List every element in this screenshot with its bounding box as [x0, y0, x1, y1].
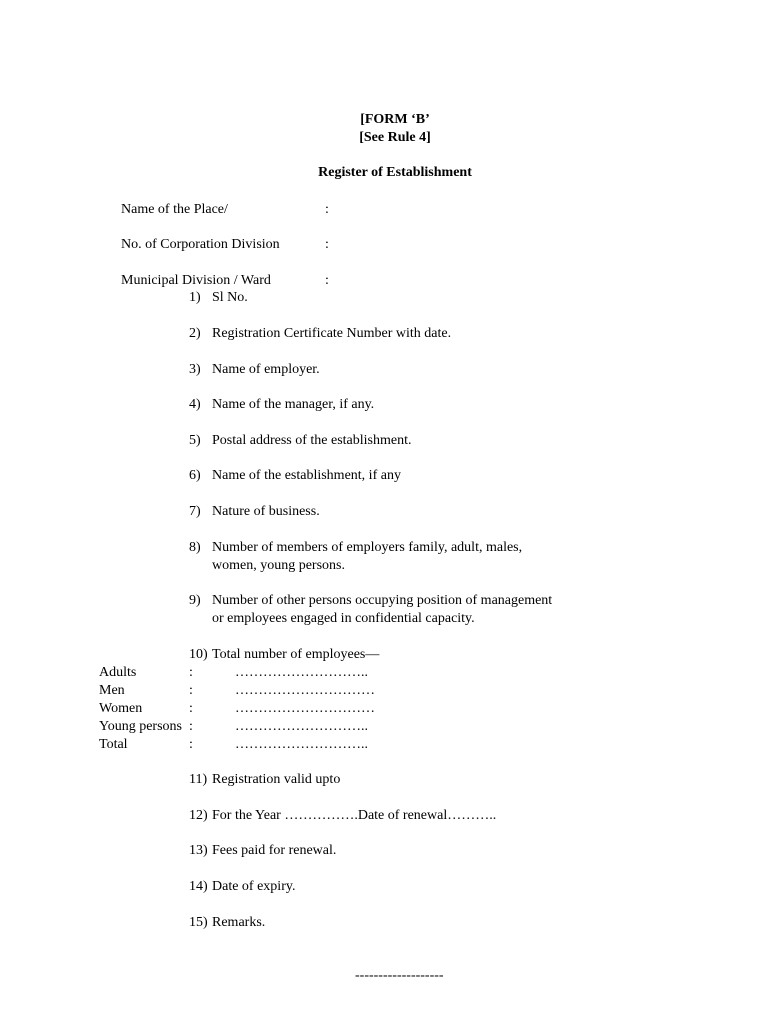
item-number: 6) [189, 468, 201, 483]
item-registration-certificate: Registration Certificate Number with date. [212, 326, 452, 341]
item-number: 1) [189, 290, 201, 305]
employees-women-label: Women [99, 701, 143, 716]
item-total-employees: Total number of employees— [212, 647, 380, 662]
item-establishment-name: Name of the establishment, if any [212, 468, 401, 483]
item-year-renewal: For the Year …………….Date of renewal……….. [212, 808, 497, 823]
item-number: 5) [189, 433, 201, 448]
item-number: 11) [189, 772, 208, 787]
item-sl-no: Sl No. [212, 290, 248, 305]
item-number: 15) [189, 915, 208, 930]
item-number: 8) [189, 540, 201, 555]
employees-men-label: Men [99, 683, 125, 698]
municipal-ward-label: Municipal Division / Ward [121, 273, 271, 288]
item-family-members: Number of members of employers family, adult, males, [212, 540, 523, 555]
employees-young-label: Young persons [99, 719, 182, 734]
employees-total-label: Total [99, 737, 128, 752]
item-other-persons-cont: or employees engaged in confidential capacity. [212, 611, 475, 626]
item-fees-paid: Fees paid for renewal. [212, 843, 337, 858]
footer-divider: ------------------- [355, 968, 444, 983]
item-nature-of-business: Nature of business. [212, 504, 320, 519]
employees-young-dots: ……………………….. [235, 719, 368, 734]
item-number: 9) [189, 593, 201, 608]
employees-men-colon: : [189, 683, 193, 698]
employees-adults-colon: : [189, 665, 193, 680]
employees-men-dots: ………………………… [235, 683, 375, 698]
register-title: Register of Establishment [318, 165, 472, 180]
item-date-of-expiry: Date of expiry. [212, 879, 296, 894]
item-number: 13) [189, 843, 208, 858]
item-registration-valid: Registration valid upto [212, 772, 341, 787]
corporation-division-colon: : [325, 237, 329, 252]
item-number: 4) [189, 397, 201, 412]
item-number: 3) [189, 362, 201, 377]
item-number: 10) [189, 647, 208, 662]
item-employer-name: Name of employer. [212, 362, 320, 377]
item-family-members-cont: women, young persons. [212, 558, 345, 573]
form-title: [FORM ‘B’ [360, 112, 430, 127]
municipal-ward-colon: : [325, 273, 329, 288]
item-postal-address: Postal address of the establishment. [212, 433, 412, 448]
rule-reference: [See Rule 4] [359, 130, 431, 145]
employees-total-dots: ……………………….. [235, 737, 368, 752]
item-number: 7) [189, 504, 201, 519]
employees-young-colon: : [189, 719, 193, 734]
place-name-colon: : [325, 202, 329, 217]
employees-women-dots: ………………………… [235, 701, 375, 716]
employees-total-colon: : [189, 737, 193, 752]
corporation-division-label: No. of Corporation Division [121, 237, 280, 252]
employees-adults-dots: ……………………….. [235, 665, 368, 680]
item-number: 2) [189, 326, 201, 341]
item-manager-name: Name of the manager, if any. [212, 397, 375, 412]
employees-adults-label: Adults [99, 665, 137, 680]
item-remarks: Remarks. [212, 915, 266, 930]
item-other-persons: Number of other persons occupying position of management [212, 593, 553, 608]
employees-women-colon: : [189, 701, 193, 716]
item-number: 12) [189, 808, 208, 823]
item-number: 14) [189, 879, 208, 894]
place-name-label: Name of the Place/ [121, 202, 228, 217]
